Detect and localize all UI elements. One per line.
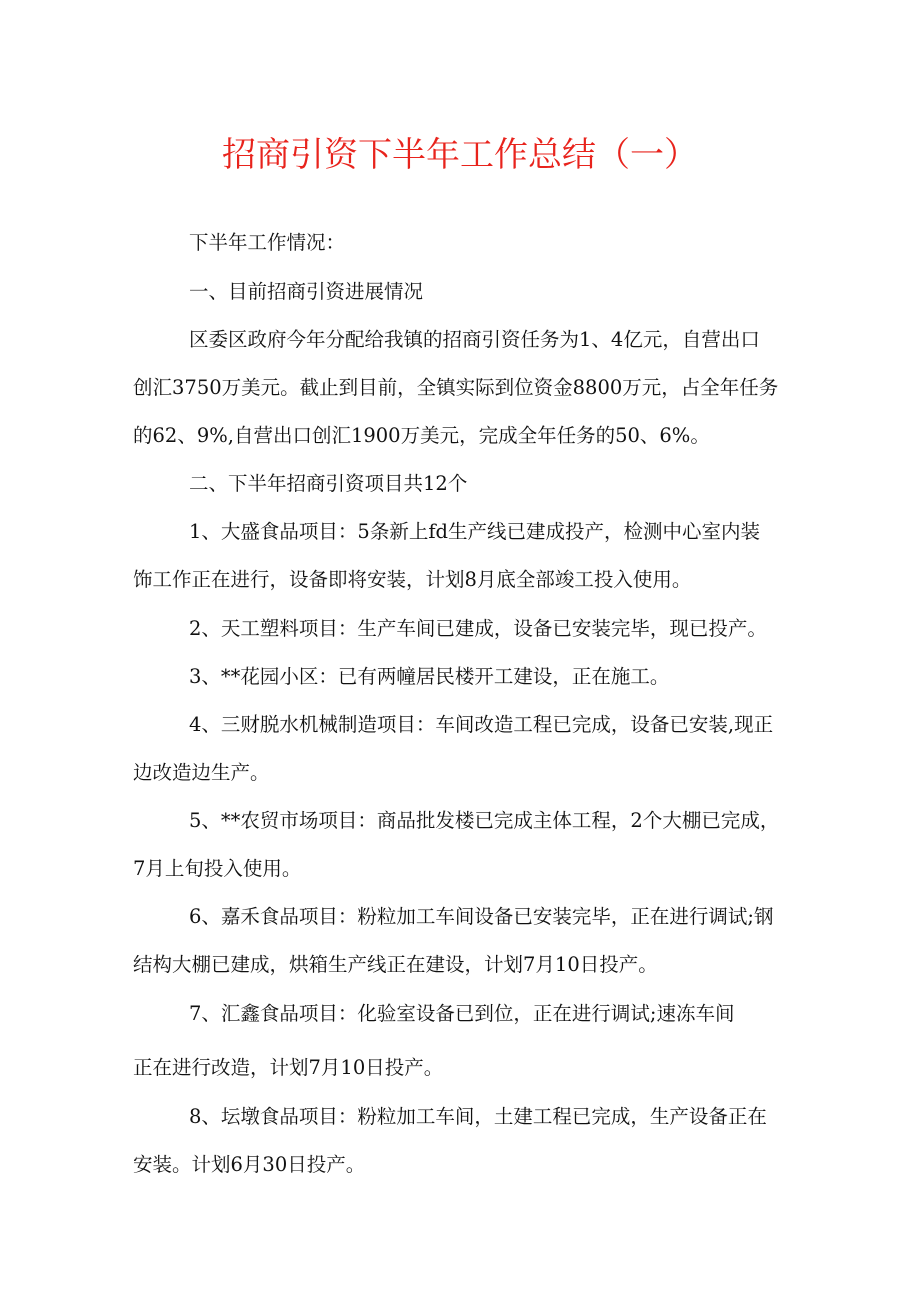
paragraph-line: 安装。计划6月30日投产。	[133, 1153, 366, 1176]
paragraph-line: 7、汇鑫食品项目：化验室设备已到位，正在进行调试;速冻车间	[189, 1002, 735, 1025]
paragraph-line: 8、坛墩食品项目：粉粒加工车间，土建工程已完成，生产设备正在	[189, 1105, 767, 1128]
paragraph-line: 3、**花园小区：已有两幢居民楼开工建设，正在施工。	[189, 665, 670, 688]
paragraph-line: 5、**农贸市场项目：商品批发楼已完成主体工程，2个大棚已完成，	[189, 809, 780, 832]
paragraph-line: 饰工作正在进行，设备即将安装，计划8月底全部竣工投入使用。	[133, 568, 692, 591]
paragraph-line: 正在进行改造，计划7月10日投产。	[133, 1056, 444, 1079]
paragraph-line: 2、天工塑料项目：生产车间已建成，设备已安装完毕，现已投产。	[189, 617, 767, 640]
paragraph-line: 的62、9%,自营出口创汇1900万美元，完成全年任务的50、6%。	[133, 424, 710, 447]
paragraph-line: 边改造边生产。	[133, 761, 270, 784]
paragraph-line: 创汇3750万美元。截止到目前，全镇实际到位资金8800万元，占全年任务	[133, 376, 779, 399]
paragraph-line: 下半年工作情况：	[189, 231, 346, 254]
paragraph-line: 7月上旬投入使用。	[133, 857, 302, 880]
document-title: 招商引资下半年工作总结（一）	[222, 135, 698, 175]
section-heading: 二、下半年招商引资项目共12个	[189, 472, 468, 495]
section-heading: 一、目前招商引资进展情况	[189, 280, 424, 303]
paragraph-line: 结构大棚已建成，烘箱生产线正在建设，计划7月10日投产。	[133, 953, 658, 976]
paragraph-line: 1、大盛食品项目：5条新上fd生产线已建成投产，检测中心室内装	[189, 520, 761, 543]
paragraph-line: 4、三财脱水机械制造项目：车间改造工程已完成，设备已安装,现正	[189, 713, 774, 736]
paragraph-line: 区委区政府今年分配给我镇的招商引资任务为1、4亿元，自营出口	[189, 328, 760, 351]
paragraph-line: 6、嘉禾食品项目：粉粒加工车间设备已安装完毕，正在进行调试;钢	[189, 905, 774, 928]
